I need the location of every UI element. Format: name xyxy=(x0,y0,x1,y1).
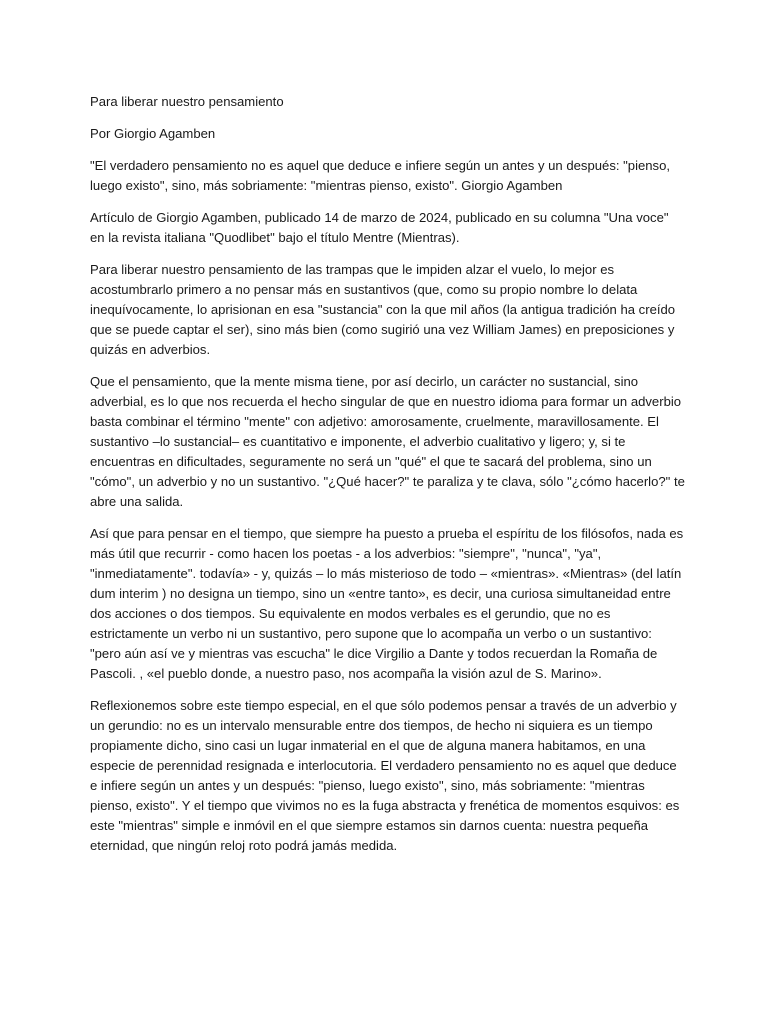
document-byline: Por Giorgio Agamben xyxy=(90,126,216,141)
document-page xyxy=(90,92,686,868)
paragraph-quote: "El verdadero pensamiento no es aquel que deduce e infiere según un antes y un después: "pienso, luego existo", sino, más sobriamente: "mientras pienso, existo". Giorgio Agamben xyxy=(90,158,671,193)
document-title: Para liberar nuestro pensamiento xyxy=(90,94,284,109)
paragraph-body-3: Así que para pensar en el tiempo, que siempre ha puesto a prueba el espíritu de los filósofos, nada es más útil que recurrir - como hacen los poetas - a los adverbios: "siempre", "nunca", "ya", "inmediatamente". todavía» - y, quizás – lo más misterioso de todo – «mientras». «Mientras» (del latín dum interim ) no designa un tiempo, sino un «entre tanto», es decir, una curiosa simultaneidad entre dos acciones o dos tiempos. Su equivalente en modos verbales es el gerundio, que no es estrictamente un verbo ni un sustantivo, pero supone que lo acompaña un verbo o un sustantivo: "pero aún así ve y mientras vas escucha" le dice Virgilio a Dante y todos recuerdan la Romaña de Pascoli. , «el pueblo donde, a nuestro paso, nos acompaña la visión azul de S. Marino». xyxy=(90,526,684,681)
paragraph-body-2: Que el pensamiento, que la mente misma tiene, por así decirlo, un carácter no sustancial, sino adverbial, es lo que nos recuerda el hecho singular de que en nuestro idioma para formar un adverbio basta combinar el término "mente" con adjetivo: amorosamente, cruelmente, maravillosamente. El sustantivo –lo sustancial– es cuantitativo e imponente, el adverbio cualitativo y ligero; y, si te encuentras en dificultades, seguramente no será un "qué" el que te sacará del problema, sino un "cómo", un adverbio y no un sustantivo. "¿Qué hacer?" te paraliza y te clava, sólo "¿cómo hacerlo?" te abre una salida. xyxy=(90,374,685,509)
paragraph-article-info: Artículo de Giorgio Agamben, publicado 14 de marzo de 2024, publicado en su columna "Una voce" en la revista italiana "Quodlibet" bajo el título Mentre (Mientras). xyxy=(90,210,669,245)
paragraph-body-1: Para liberar nuestro pensamiento de las trampas que le impiden alzar el vuelo, lo mejor es acostumbrarlo primero a no pensar más en sustantivos (que, como su propio nombre lo delata inequívocamente, lo aprisionan en esa "sustancia" con la que mil años (la antigua tradición ha creído que se puede captar el ser), sino más bien (como sugirió una vez William James) en preposiciones y quizás en adverbios. xyxy=(90,262,676,357)
paragraph-body-4: Reflexionemos sobre este tiempo especial, en el que sólo podemos pensar a través de un adverbio y un gerundio: no es un intervalo mensurable entre dos tiempos, de hecho ni siquiera es un tiempo propiamente dicho, sino casi un lugar inmaterial en el que de alguna manera habitamos, en una especie de perennidad resignada e interlocutoria. El verdadero pensamiento no es aquel que deduce e infiere según un antes y un después: "pienso, luego existo", sino, más sobriamente: "mientras pienso, existo". Y el tiempo que vivimos no es la fuga abstracta y frenética de momentos esquivos: es este "mientras" simple e inmóvil en el que siempre estamos sin darnos cuenta: nuestra pequeña eternidad, que ningún reloj roto podrá jamás medida. xyxy=(90,698,680,853)
